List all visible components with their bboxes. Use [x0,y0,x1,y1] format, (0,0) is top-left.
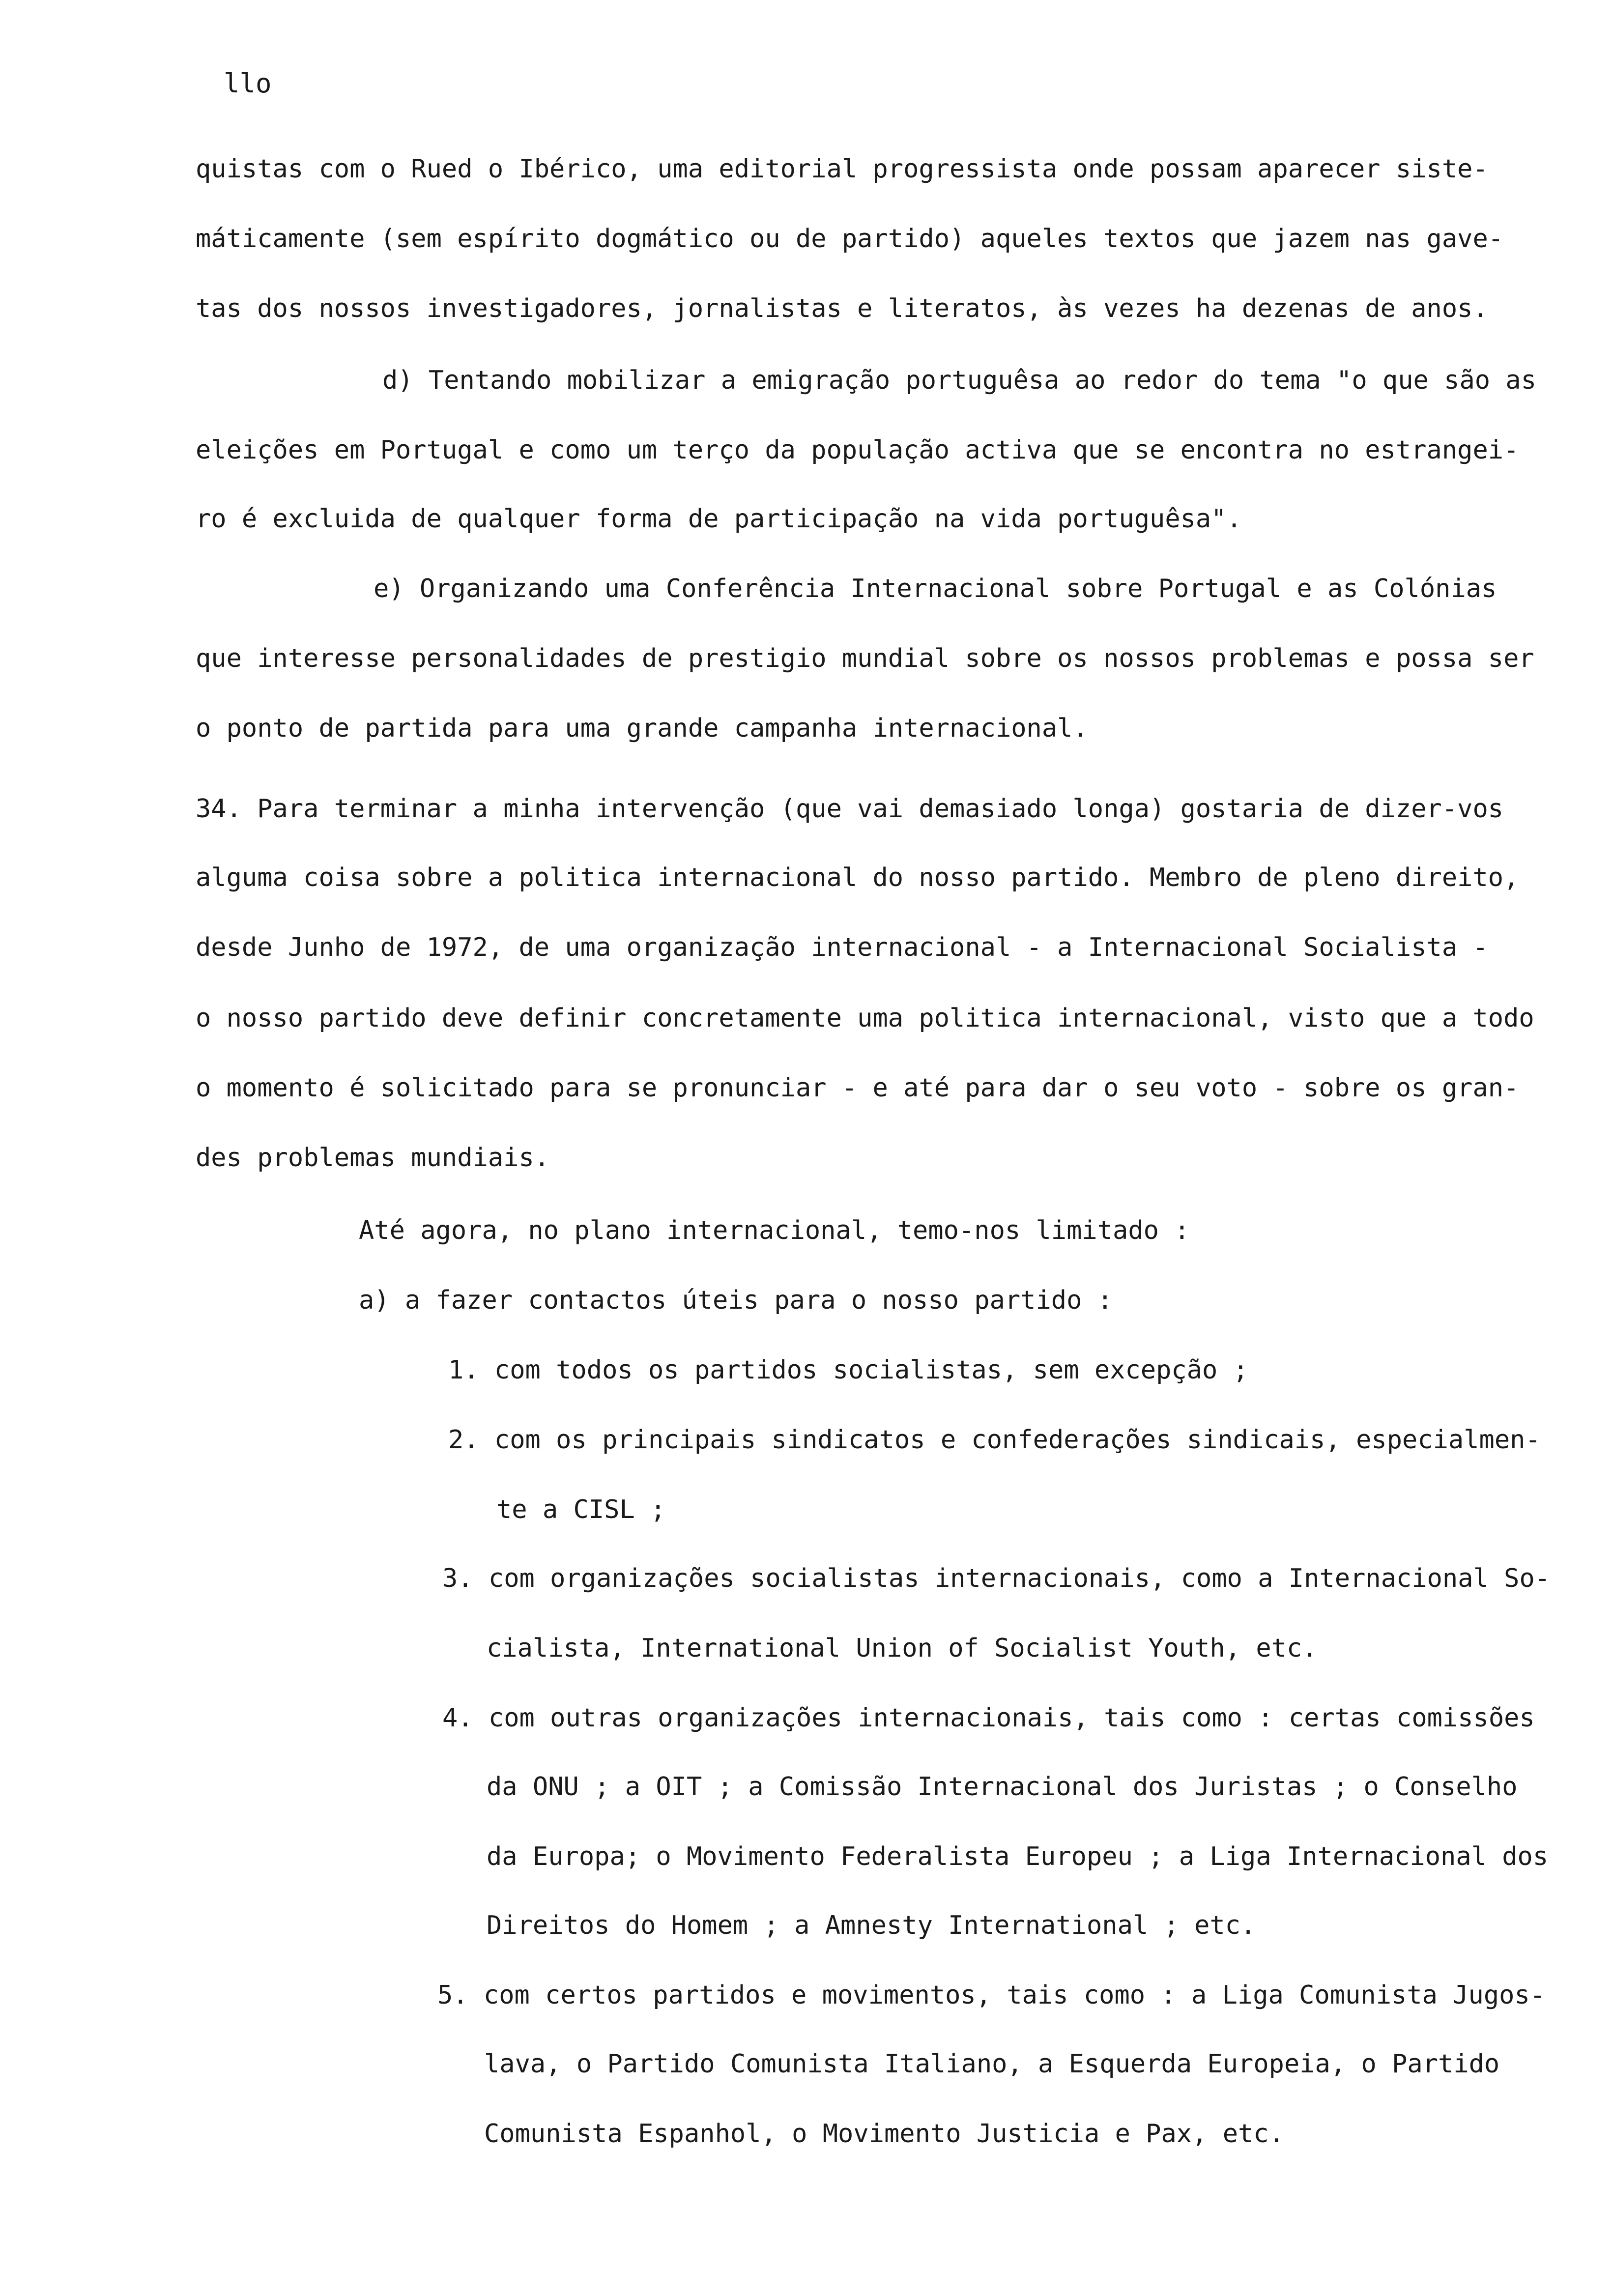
list-item: 1. com todos os partidos socialistas, sem excepção ; [448,1355,1248,1385]
text-line: tas dos nossos investigadores, jornalistas e literatos, às vezes ha dezenas de anos. [196,294,1488,323]
list-item-continuation: cialista, International Union of Socialist Youth, etc. [487,1634,1318,1663]
list-item-continuation: lava, o Partido Comunista Italiano, a Esquerda Europeia, o Partido [484,2049,1500,2079]
text-line: o nosso partido deve definir concretamente uma politica internacional, visto que a todo [196,1004,1534,1033]
text-line: ro é excluida de qualquer forma de participação na vida portuguêsa". [196,504,1242,534]
page-number: llo [224,68,272,99]
list-item: 5. com certos partidos e movimentos, tais como : a Liga Comunista Jugos- [437,1980,1546,2010]
text-line: o momento é solicitado para se pronunciar - e até para dar o seu voto - sobre os gran- [196,1073,1519,1103]
text-line: que interesse personalidades de prestigio mundial sobre os nossos problemas e possa ser [196,644,1534,673]
list-item: 2. com os principais sindicatos e confederações sindicais, especialmen- [448,1425,1541,1455]
text-line: o ponto de partida para uma grande campanha internacional. [196,714,1088,743]
list-item-continuation: Comunista Espanhol, o Movimento Justicia e Pax, etc. [484,2119,1284,2149]
list-item-continuation: da ONU ; a OIT ; a Comissão Internacional dos Juristas ; o Conselho [487,1772,1518,1802]
text-line: Até agora, no plano internacional, temo-nos limitado : [359,1216,1190,1245]
list-item-continuation: te a CISL ; [496,1495,666,1524]
list-item: 4. com outras organizações internacionais, tais como : certas comissões [442,1703,1535,1733]
text-line: eleições em Portugal e como um terço da população activa que se encontra no estrangei- [196,435,1519,465]
list-item: 3. com organizações socialistas internacionais, como a Internacional So- [442,1564,1551,1593]
text-line: des problemas mundiais. [196,1143,550,1173]
text-line: alguma coisa sobre a politica internacional do nosso partido. Membro de pleno direito, [196,863,1519,892]
text-line: máticamente (sem espírito dogmático ou de partido) aqueles textos que jazem nas gave- [196,224,1504,254]
list-item-continuation: da Europa; o Movimento Federalista Europeu ; a Liga Internacional dos [487,1842,1549,1871]
text-line: quistas com o Rued o Ibérico, uma editorial progressista onde possam aparecer siste- [196,154,1488,184]
text-line: desde Junho de 1972, de uma organização internacional - a Internacional Socialista - [196,933,1488,962]
text-line: a) a fazer contactos úteis para o nosso partido : [359,1286,1113,1315]
text-line: d) Tentando mobilizar a emigração portuguêsa ao redor do tema "o que são as [382,366,1536,395]
list-item-continuation: Direitos do Homem ; a Amnesty International ; etc. [487,1911,1256,1940]
text-line: 34. Para terminar a minha intervenção (que vai demasiado longa) gostaria de dizer-vos [196,794,1504,824]
text-line: e) Organizando uma Conferência Internacional sobre Portugal e as Colónias [374,574,1497,603]
